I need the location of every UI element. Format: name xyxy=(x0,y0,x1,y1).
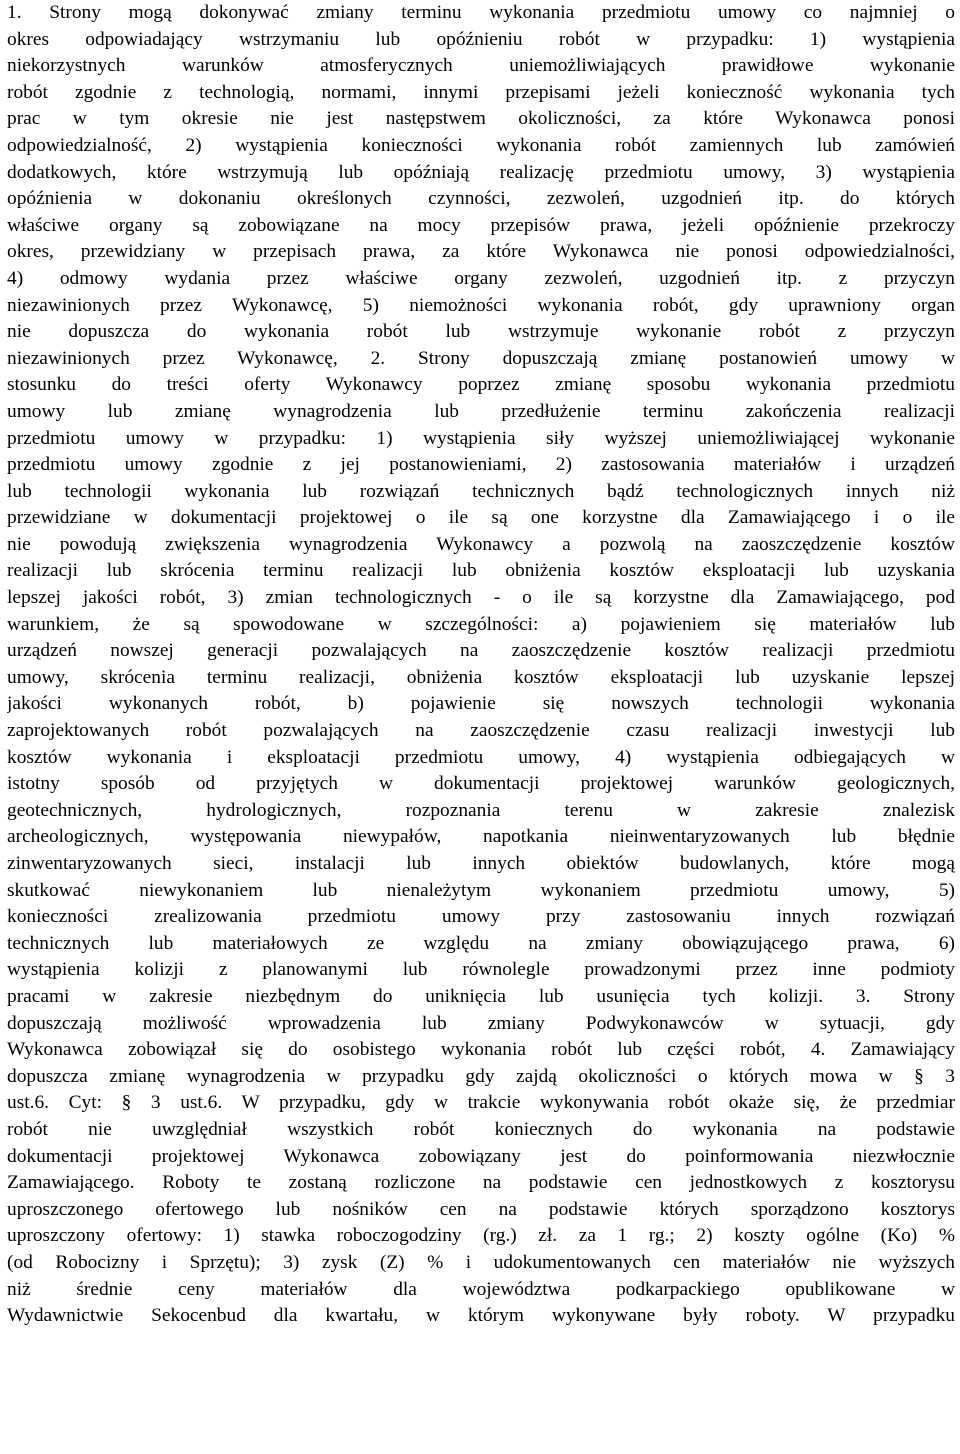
text-line: odpowiedzialność, 2) wystąpienia konieczności wykonania robót zamiennych lub zamówień xyxy=(7,134,955,156)
text-line: dodatkowych, które wstrzymują lub opóźniają realizację przedmiotu umowy, 3) wystąpienia xyxy=(7,161,955,183)
text-line: kosztów wykonania i eksploatacji przedmiotu umowy, 4) wystąpienia odbiegających w xyxy=(7,746,955,768)
text-line: robót zgodnie z technologią, normami, innymi przepisami jeżeli konieczność wykonania tych xyxy=(7,81,955,103)
text-line: niezawinionych przez Wykonawcę, 5) niemożności wykonania robót, gdy uprawniony organ xyxy=(7,294,955,316)
text-line: lepszej jakości robót, 3) zmian technologicznych - o ile są korzystne dla Zamawiającego, pod xyxy=(7,587,955,609)
text-line: Wydawnictwie Sekocenbud dla kwartału, w którym wykonywane były roboty. W przypadku xyxy=(7,1305,955,1327)
text-line: uproszczony ofertowy: 1) stawka roboczogodziny (rg.) zł. za 1 rg.; 2) koszty ogólne (Ko) % xyxy=(7,1225,955,1247)
text-line: niekorzystnych warunków atmosferycznych uniemożliwiających prawidłowe wykonanie xyxy=(7,55,955,77)
text-line: lub technologii wykonania lub rozwiązań technicznych bądź technologicznych innych niż xyxy=(7,480,955,502)
text-line: (od Robocizny i Sprzętu); 3) zysk (Z) % i udokumentowanych cen materiałów nie wyższych xyxy=(7,1251,955,1273)
text-line: wystąpienia kolizji z planowanymi lub równolegle prowadzonymi przez inne podmioty xyxy=(7,959,955,981)
text-line: zaprojektowanych robót pozwalających na zaoszczędzenie czasu realizacji inwestycji lub xyxy=(7,720,955,742)
text-line: niż średnie ceny materiałów dla województwa podkarpackiego opublikowane w xyxy=(7,1278,955,1300)
text-line: umowy, skrócenia terminu realizacji, obniżenia kosztów eksploatacji lub uzyskanie lepszej xyxy=(7,666,955,688)
text-line: nie powodują zwiększenia wynagrodzenia Wykonawcy a pozwolą na zaoszczędzenie kosztów xyxy=(7,533,955,555)
text-line: przedmiotu umowy zgodnie z jej postanowieniami, 2) zastosowania materiałów i urządzeń xyxy=(7,454,955,476)
text-line: dokumentacji projektowej Wykonawca zobowiązany jest do poinformowania niezwłocznie xyxy=(7,1145,955,1167)
text-line: opóźnienia w dokonaniu określonych czynności, zezwoleń, uzgodnień itp. do których xyxy=(7,188,955,210)
text-line: pracami w zakresie niezbędnym do uniknięcia lub usunięcia tych kolizji. 3. Strony xyxy=(7,985,955,1007)
text-line: konieczności zrealizowania przedmiotu umowy przy zastosowaniu innych rozwiązań xyxy=(7,906,955,928)
text-line: dopuszcza zmianę wynagrodzenia w przypadku gdy zajdą okoliczności o których mowa w § 3 xyxy=(7,1065,955,1087)
document-page xyxy=(7,0,955,1330)
text-line: Wykonawca zobowiązał się do osobistego wykonania robót lub części robót, 4. Zamawiający xyxy=(7,1039,955,1061)
text-line: robót nie uwzględniał wszystkich robót koniecznych do wykonania na podstawie xyxy=(7,1118,955,1140)
text-line: umowy lub zmianę wynagrodzenia lub przedłużenie terminu zakończenia realizacji xyxy=(7,400,955,422)
text-line: skutkować niewykonaniem lub nienależytym wykonaniem przedmiotu umowy, 5) xyxy=(7,879,955,901)
text-line: przewidziane w dokumentacji projektowej o ile są one korzystne dla Zamawiającego i o ile xyxy=(7,507,955,529)
text-line: warunkiem, że są spowodowane w szczególności: a) pojawieniem się materiałów lub xyxy=(7,613,955,635)
text-line: właściwe organy są zobowiązane na mocy przepisów prawa, jeżeli opóźnienie przekroczy xyxy=(7,214,955,236)
text-line: realizacji lub skrócenia terminu realizacji lub obniżenia kosztów eksploatacji lub uzyskania xyxy=(7,560,955,582)
text-line: dopuszczają możliwość wprowadzenia lub zmiany Podwykonawców w sytuacji, gdy xyxy=(7,1012,955,1034)
text-line: 1. Strony mogą dokonywać zmiany terminu wykonania przedmiotu umowy co najmniej o xyxy=(7,2,955,23)
text-line: okres, przewidziany w przepisach prawa, za które Wykonawca nie ponosi odpowiedzialności, xyxy=(7,241,955,263)
text-line: nie dopuszcza do wykonania robót lub wstrzymuje wykonanie robót z przyczyn xyxy=(7,321,955,343)
text-line: archeologicznych, występowania niewypałów, napotkania nieinwentaryzowanych lub błędnie xyxy=(7,826,955,848)
text-line: Zamawiającego. Roboty te zostaną rozliczone na podstawie cen jednostkowych z kosztorysu xyxy=(7,1172,955,1194)
text-line: istotny sposób od przyjętych w dokumentacji projektowej warunków geologicznych, xyxy=(7,773,955,795)
text-line: urządzeń nowszej generacji pozwalających na zaoszczędzenie kosztów realizacji przedmiotu xyxy=(7,640,955,662)
text-line: przedmiotu umowy w przypadku: 1) wystąpienia siły wyższej uniemożliwiającej wykonanie xyxy=(7,427,955,449)
text-line: geotechnicznych, hydrologicznych, rozpoznania terenu w zakresie znalezisk xyxy=(7,799,955,821)
text-line: uproszczonego ofertowego lub nośników cen na podstawie których sporządzono kosztorys xyxy=(7,1198,955,1220)
text-line: zinwentaryzowanych sieci, instalacji lub innych obiektów budowlanych, które mogą xyxy=(7,853,955,874)
text-line: prac w tym okresie nie jest następstwem okoliczności, za które Wykonawca ponosi xyxy=(7,108,955,130)
text-line: okres odpowiadający wstrzymaniu lub opóźnieniu robót w przypadku: 1) wystąpienia xyxy=(7,28,955,50)
text-line: technicznych lub materiałowych ze względu na zmiany obowiązującego prawa, 6) xyxy=(7,932,955,954)
text-line: ust.6. Cyt: § 3 ust.6. W przypadku, gdy w trakcie wykonywania robót okaże się, że przedmiar xyxy=(7,1092,955,1114)
text-line: niezawinionych przez Wykonawcę, 2. Strony dopuszczają zmianę postanowień umowy w xyxy=(7,347,955,369)
text-line: 4) odmowy wydania przez właściwe organy zezwoleń, uzgodnień itp. z przyczyn xyxy=(7,267,955,289)
text-line: stosunku do treści oferty Wykonawcy poprzez zmianę sposobu wykonania przedmiotu xyxy=(7,374,955,396)
text-line: jakości wykonanych robót, b) pojawienie się nowszych technologii wykonania xyxy=(7,693,955,715)
